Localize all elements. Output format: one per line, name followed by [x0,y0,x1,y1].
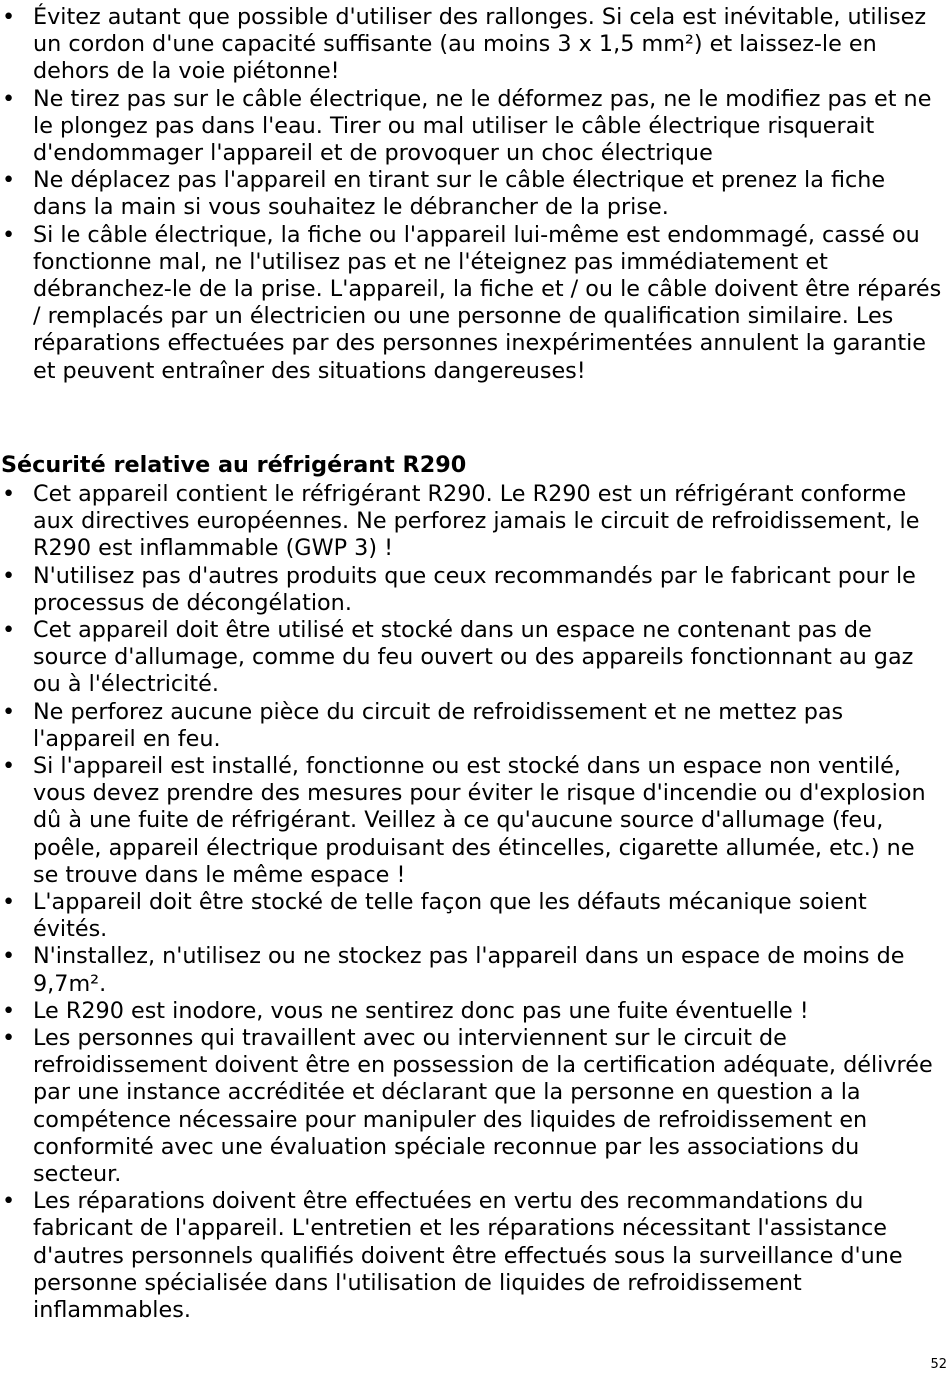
list-item [0,753,943,889]
section-heading: Sécurité relative au réfrigérant R290 [1,452,467,478]
list-item-text: • N'installez, n'utilisez ou ne stockez pas l'appareil dans un espace de moins de 9,7m². [33,943,905,997]
list-item-text: • Ne perforez aucune pièce du circuit de refroidissement et ne mettez pas l'appareil en feu. [33,698,844,752]
list-item [0,481,943,563]
list-item [0,943,943,997]
list-item-text: • Le R290 est inodore, vous ne sentirez donc pas une fuite éventuelle ! [33,997,809,1024]
list-item-text: • Si le câble électrique, la fiche ou l'appareil lui-même est endommagé, cassé ou fonctionne mal, ne l'utilisez pas et ne l'éteignez pas immédiatement et débranchez-le de la prise. L'appareil, la fiche et / ou le câble doivent être réparés / remplacés par un électricien ou une personne de qualification similaire. Les réparations effectuées par des personnes inexpérimentées annulent la garantie et peuvent entraîner des situations dangereuses! [33,221,942,384]
list-item [0,86,943,168]
list-item [0,889,943,943]
list-item [0,1025,943,1188]
list-item [0,4,943,86]
list-item-text: • Ne tirez pas sur le câble électrique, ne le déformez pas, ne le modifiez pas et ne le plongez pas dans l'eau. Tirer ou mal utiliser le câble électrique risquerait d'endommager l'appareil et de provoquer un choc électrique [33,85,932,167]
list-item-text: • Cet appareil contient le réfrigérant R290. Le R290 est un réfrigérant conforme aux directives européennes. Ne perforez jamais le circuit de refroidissement, le R290 est inflammable (GWP 3) ! [33,481,920,562]
list-item [0,617,943,699]
list-item [0,167,943,221]
page-number: 52 [930,1357,947,1372]
list-item-text: • Les réparations doivent être effectuées en vertu des recommandations du fabricant de l'appareil. L'entretien et les réparations nécessitant l'assistance d'autres personnels qualifiés doivent être effectués sous la surveillance d'une personne spécialisée dans l'utilisation de liquides de refroidissement inflammables. [33,1188,903,1324]
list-item-text: • N'utilisez pas d'autres produits que ceux recommandés par le fabricant pour le processus de décongélation. [33,562,916,616]
electrical-safety-list [0,4,943,385]
list-item [0,563,943,617]
list-item [0,699,943,753]
list-item-text: • Évitez autant que possible d'utiliser des rallonges. Si cela est inévitable, utilisez un cordon d'une capacité suffisante (au moins 3 x 1,5 mm²) et laissez-le en dehors de la voie piétonne! [33,4,927,85]
list-item [0,1188,943,1324]
list-item [0,998,943,1025]
list-item-text: • Si l'appareil est installé, fonctionne ou est stocké dans un espace non ventilé, vous devez prendre des mesures pour éviter le risque d'incendie ou d'explosion dû à une fuite de réfrigérant. Veillez à ce qu'aucune source d'allumage (feu, poêle, appareil électrique produisant des étincelles, cigarette allumée, etc.) ne se trouve dans le même espace ! [33,753,926,888]
list-item-text: • Cet appareil doit être utilisé et stocké dans un espace ne contenant pas de source d'allumage, comme du feu ouvert ou des appareils fonctionnant au gaz ou à l'électricité. [33,617,914,698]
list-item-text: • Ne déplacez pas l'appareil en tirant sur le câble électrique et prenez la fiche dans la main si vous souhaitez le débrancher de la prise. [33,167,886,221]
list-item-text: • Les personnes qui travaillent avec ou interviennent sur le circuit de refroidissement doivent être en possession de la certification adéquate, délivrée par une instance accréditée et déclarant que la personne en question a la compétence nécessaire pour manipuler des liquides de refroidissement en conformité avec une évaluation spéciale reconnue par les associations du secteur. [33,1025,933,1188]
list-item [0,222,943,385]
refrigerant-safety-list [0,481,943,1324]
list-item-text: • L'appareil doit être stocké de telle façon que les défauts mécanique soient évités. [33,889,867,943]
